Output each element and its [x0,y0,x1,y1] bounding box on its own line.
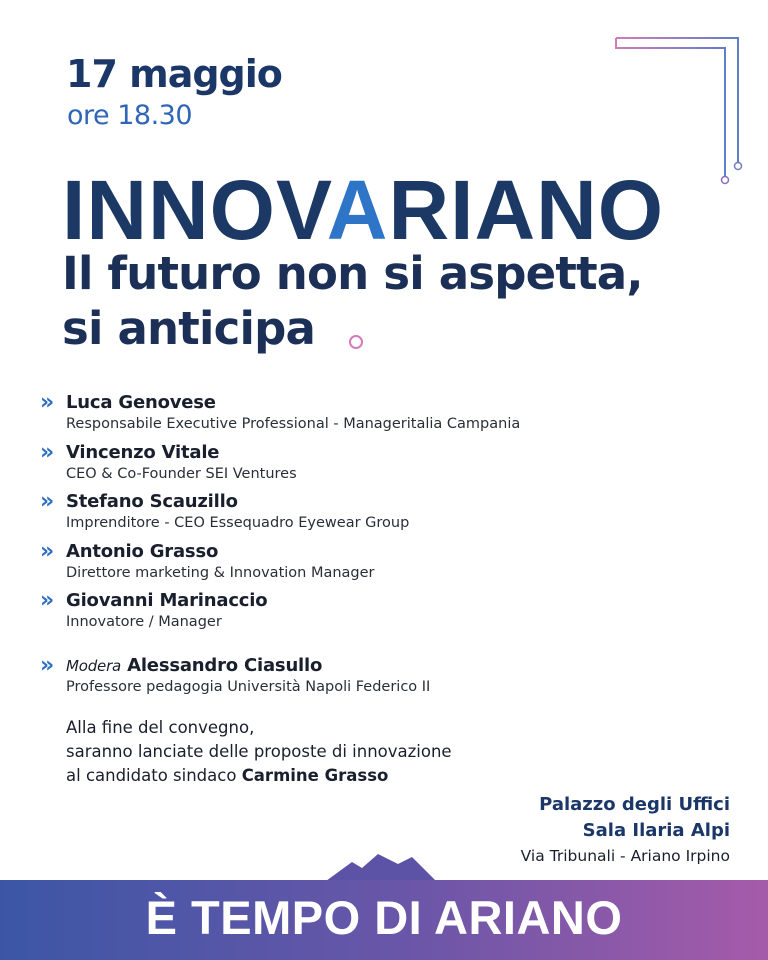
list-item [40,392,730,442]
corner-bracket-outer [616,38,738,162]
closing-line-3 [66,764,452,788]
moderator-name-line [66,655,430,677]
speaker-name: Giovanni Marinaccio [66,590,268,611]
speaker-role: Direttore marketing & Innovation Manager [66,564,375,581]
list-item [40,439,730,492]
closing-line-2: saranno lanciate delle proposte di innovazione [66,742,452,761]
speaker-name: Vincenzo Vitale [66,441,220,463]
double-chevron-right-icon: » [40,652,55,678]
closing-note [66,716,452,788]
tagline-line-1: Il futuro non si aspetta, [62,247,643,300]
title-accent-v: A [326,163,389,257]
mountain-silhouette [326,854,436,881]
double-chevron-right-icon: » [40,489,55,514]
candidate-name: Carmine Grasso [241,766,389,785]
double-chevron-right-icon: » [40,538,55,564]
closing-prefix: al candidato sindaco [66,766,237,785]
venue-room: Sala Ilaria Alpi [582,820,730,841]
moderator-label: Modera [66,656,122,675]
moderator-item [40,652,730,705]
corner-dot-inner [722,177,729,184]
speaker-role: Responsabile Executive Professional - Manageritalia Campania [66,416,521,432]
event-time: ore 18.30 [67,100,193,131]
speaker-role: Imprenditore - CEO Essequadro Eyewear Group [66,515,410,531]
venue-building: Palazzo degli Uffici [539,794,730,815]
speaker-name: Luca Genovese [66,392,216,413]
corner-dot-outer [735,163,742,170]
footer-banner [0,880,768,960]
venue-address: Via Tribunali - Ariano Irpino [520,847,730,865]
list-item [40,491,730,541]
double-chevron-right-icon: » [40,588,55,613]
speaker-list [40,392,730,704]
event-title [62,162,664,259]
corner-bracket-inner [616,38,725,176]
event-date: 17 maggio [66,52,282,96]
title-part-1: INNOV [62,163,327,257]
tagline-line-2: si anticipa [62,302,316,355]
speaker-role: Innovatore / Manager [66,614,222,630]
moderator-name: Alessandro Ciasullo [127,654,323,676]
closing-line-1: Alla fine del convegno, [66,718,255,737]
double-chevron-right-icon: » [40,439,55,465]
venue-block [521,792,730,868]
tagline [62,246,643,356]
speaker-name: Stefano Scauzillo [66,491,238,512]
speaker-role: CEO & Co-Founder SEI Ventures [66,465,297,482]
title-part-2: RIANO [388,163,665,257]
list-item [40,590,730,640]
moderator-role: Professore pedagogia Università Napoli Federico II [66,678,431,695]
speaker-name: Antonio Grasso [66,540,219,562]
footer-slogan: È TEMPO DI ARIANO [145,891,623,944]
list-item [40,538,730,591]
double-chevron-right-icon: » [40,390,55,415]
